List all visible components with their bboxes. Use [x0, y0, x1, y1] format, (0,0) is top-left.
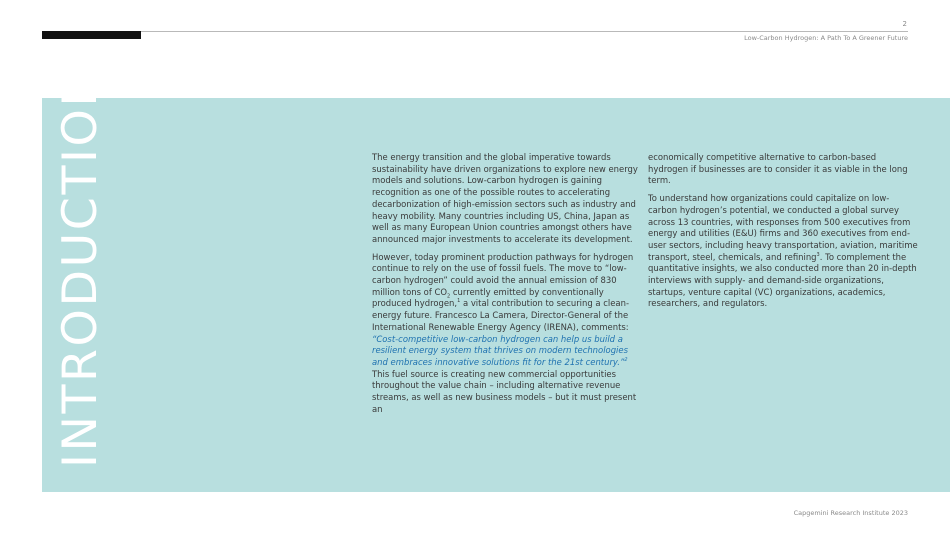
right-paragraph-2 [648, 193, 918, 310]
left-p2-text-d: This fuel source is creating new commercial opportunities throughout the value chain – including alternative revenue streams, as well as new business models – but it must present an [372, 368, 637, 414]
page-number: 2 [902, 20, 907, 28]
footnote-ref-2[interactable]: 2 [624, 357, 628, 364]
co2-subscript: 2 [447, 293, 451, 300]
report-title: Low-Carbon Hydrogen: A Path To A Greener Future [744, 34, 908, 42]
section-title: INTRODUCTION [53, 68, 108, 468]
left-p2-text-b: currently emitted by conventionally produced hydrogen, [372, 286, 604, 309]
header-accent-bar [42, 31, 141, 39]
left-p2-text-c: a vital contribution to securing a clean-energy future. Francesco La Camera, Director-General of the International Renewable Energy Agency (IRENA), comments: [372, 298, 629, 332]
footnote-ref-3[interactable]: 3 [816, 251, 820, 258]
left-p2-text-a: However, today prominent production pathways for hydrogen continue to rely on the use of fossil fuels. The move to “low-carbon hydrogen” could avoid the annual emission of 830 million tons of CO [372, 251, 634, 297]
header-rule [42, 31, 908, 32]
right-column [648, 152, 918, 316]
right-p2-text-b: . To complement the quantitative insights, we also conducted more than 20 in-depth interviews with supply- and demand-side organizations, startups, venture capital (VC) organizations, academics, researchers, and regulators. [648, 251, 917, 309]
left-paragraph-1: The energy transition and the global imperative towards sustainability have driven organizations to explore new energy models and solutions. Low-carbon hydrogen is gaining recognition as one of the possible routes to accelerating decarbonization of high-emission sectors such as industry and heavy mobility. Many countries including US, China, Japan as well as many European Union countries amongst others have announced major investments to accelerate its development. [372, 152, 638, 244]
right-paragraph-1: economically competitive alternative to carbon-based hydrogen if businesses are to consider it as viable in the long term. [648, 152, 908, 186]
right-p2-text-a: To understand how organizations could capitalize on low-carbon hydrogen’s potential, we conducted a global survey across 13 countries, with responses from 500 executives from energy and utilities (E&U) firms and 360 executives from end-user sectors, including heavy transportation, aviation, maritime transport, steel, chemicals, and refining [648, 193, 918, 262]
left-column [372, 152, 642, 421]
irena-quote: “Cost-competitive low-carbon hydrogen can help us build a resilient energy system that thrives on modern technologies and embraces innovative solutions fit for the 21st century.” [372, 333, 628, 367]
footnote-ref-1[interactable]: 1 [457, 298, 461, 305]
footer-credit: Capgemini Research Institute 2023 [793, 509, 908, 517]
left-paragraph-2 [372, 252, 642, 416]
